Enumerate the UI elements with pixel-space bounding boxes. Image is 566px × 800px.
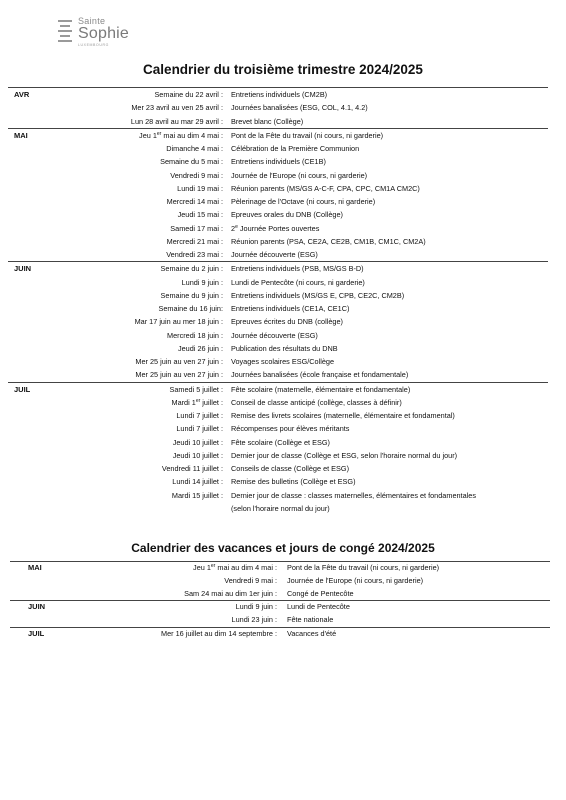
school-logo <box>56 16 166 48</box>
event-cell: Journée de l'Europe (ni cours, ni garderie) <box>231 170 368 180</box>
month-label: AVR <box>14 90 30 99</box>
date-cell: Lundi 9 juin : <box>235 602 277 612</box>
table-row <box>8 276 548 289</box>
event-cell: Entretiens individuels (PSB, MS/GS B-D) <box>231 264 364 274</box>
month-label <box>8 436 54 449</box>
month-label: MAI <box>14 130 28 140</box>
event-cell: Remise des livrets scolaires (maternelle, élémentaire et fondamental) <box>231 411 455 420</box>
month-label <box>8 422 54 435</box>
event-cell: Fête nationale <box>287 615 334 625</box>
date-cell: Mer 25 juin au ven 27 juin : <box>135 370 223 380</box>
month-label <box>8 101 54 114</box>
event-cell: Journée découverte (ESG) <box>231 330 318 340</box>
event-cell: Récompenses pour élèves méritants <box>231 424 350 434</box>
event-cell: Epreuves orales du DNB (Collège) <box>231 210 343 220</box>
event-cell: Pont de la Fête du travail (ni cours, ni garderie) <box>287 563 440 572</box>
date-cell: Mer 23 avril au ven 25 avril : <box>131 103 223 113</box>
table-row <box>8 261 548 275</box>
date-cell: Jeudi 10 juillet : <box>172 450 223 460</box>
table-row <box>8 235 548 248</box>
month-label <box>8 195 54 208</box>
date-cell: Mardi 1er juillet : <box>171 397 223 407</box>
table-row <box>8 462 548 475</box>
month-label <box>8 155 54 168</box>
month-label <box>10 614 78 627</box>
event-cell: Entretiens individuels (CM2B) <box>231 90 328 99</box>
table-row <box>10 600 550 614</box>
date-cell: Lundi 7 juillet : <box>176 411 223 420</box>
event-cell: Entretiens individuels (MS/GS E, CPB, CE2C, CM2B) <box>231 290 405 300</box>
holidays-calendar-table <box>10 561 550 641</box>
event-cell: 2e Journée Portes ouvertes <box>231 223 320 233</box>
month-label <box>8 342 54 355</box>
month-label <box>8 208 54 221</box>
date-cell: Mardi 15 juillet : <box>171 490 223 500</box>
table-row <box>8 169 548 182</box>
month-label <box>8 329 54 342</box>
date-cell: Semaine du 5 mai : <box>160 157 223 167</box>
table-row <box>8 368 548 381</box>
event-cell: Pont de la Fête du travail (ni cours, ni garderie) <box>231 130 384 140</box>
date-cell: Vendredi 9 mai : <box>170 170 223 180</box>
month-label <box>8 315 54 328</box>
month-label <box>8 449 54 462</box>
date-cell: Jeudi 26 juin : <box>177 343 223 353</box>
event-cell: Fête scolaire (Collège et ESG) <box>231 437 330 447</box>
event-cell: Voyages scolaires ESG/Collège <box>231 357 335 366</box>
table-row <box>8 302 548 315</box>
month-label <box>8 396 54 409</box>
month-label <box>8 475 54 488</box>
event-cell: Journées banalisées (école française et fondamentale) <box>231 370 409 380</box>
table-row <box>8 128 548 142</box>
date-cell: Lundi 23 juin : <box>231 615 277 625</box>
table-row <box>10 561 550 575</box>
event-cell: Journée de l'Europe (ni cours, ni garderie) <box>287 575 424 585</box>
table-row <box>10 588 550 601</box>
logo-emblem-icon <box>56 18 74 44</box>
event-cell: Dernier jour de classe : classes maternelles, élémentaires et fondamentales <box>231 490 476 500</box>
table-row <box>8 449 548 462</box>
event-cell: Brevet blanc (Collège) <box>231 116 304 126</box>
table-row <box>8 315 548 328</box>
date-cell: Semaine du 16 juin: <box>158 304 223 313</box>
event-cell: Journées banalisées (ESG, COL, 4.1, 4.2) <box>231 103 368 113</box>
table-row <box>8 115 548 128</box>
date-cell: Jeu 1er mai au dim 4 mai : <box>193 563 277 572</box>
date-cell <box>54 502 229 515</box>
table-row <box>8 409 548 422</box>
event-cell: Célébration de la Première Communion <box>231 144 360 153</box>
event-cell: Réunion parents (PSA, CE2A, CE2B, CM1B, CM1C, CM2A) <box>231 236 426 246</box>
table-row <box>8 342 548 355</box>
event-cell: Lundi de Pentecôte (ni cours, ni garderie) <box>231 277 365 287</box>
date-cell: Samedi 17 mai : <box>170 223 223 233</box>
table-row <box>8 475 548 488</box>
month-label <box>10 588 78 601</box>
page-title: Calendrier du troisième trimestre 2024/2025 <box>143 62 423 77</box>
event-cell: Entretiens individuels (CE1B) <box>231 157 326 167</box>
date-cell: Mercredi 21 mai : <box>166 236 223 246</box>
event-cell: Réunion parents (MS/GS A-C-F, CPA, CPC, CM1A CM2C) <box>231 183 420 193</box>
date-cell: Semaine du 22 avril : <box>154 90 223 99</box>
month-label <box>8 248 54 261</box>
table-row <box>8 248 548 261</box>
table-row <box>8 208 548 221</box>
month-label <box>8 276 54 289</box>
date-cell: Vendredi 23 mai : <box>166 250 223 259</box>
table-row <box>8 329 548 342</box>
logo-text-line2: Sophie <box>78 25 130 42</box>
month-label <box>8 409 54 422</box>
logo-text-line1: Sainte <box>78 16 106 26</box>
table-row <box>10 614 550 627</box>
event-cell: Conseil de classe anticipé (collège, classes à définir) <box>231 397 402 407</box>
table-row <box>10 575 550 588</box>
date-cell: Mercredi 18 juin : <box>167 330 223 340</box>
month-label <box>8 355 54 368</box>
date-cell: Mercredi 14 mai : <box>166 197 223 206</box>
table-row <box>8 289 548 302</box>
date-cell: Semaine du 9 juin : <box>160 290 223 300</box>
event-cell: Congé de Pentecôte <box>287 588 354 598</box>
table-row <box>8 87 548 101</box>
table-row <box>8 142 548 155</box>
date-cell: Jeudi 10 juillet : <box>172 437 223 447</box>
event-cell: Lundi de Pentecôte <box>287 602 350 612</box>
month-label <box>8 302 54 315</box>
logo-text-line3: LUXEMBOURG <box>78 43 109 47</box>
event-cell: Fête scolaire (maternelle, élémentaire et fondamentale) <box>231 384 411 394</box>
month-label <box>10 575 78 588</box>
date-cell: Lun 28 avril au mar 29 avril : <box>130 116 223 126</box>
table-row <box>8 422 548 435</box>
month-label <box>8 489 54 502</box>
table-row <box>8 155 548 168</box>
month-label <box>8 142 54 155</box>
month-label <box>8 368 54 381</box>
event-cell: Publication des résultats du DNB <box>231 343 338 353</box>
month-label <box>8 169 54 182</box>
event-cell: Epreuves écrites du DNB (collège) <box>231 317 343 327</box>
date-cell: Dimanche 4 mai : <box>166 144 223 153</box>
month-label <box>8 115 54 128</box>
table-row <box>8 101 548 114</box>
table-row <box>8 355 548 368</box>
event-cell: Remise des bulletins (Collège et ESG) <box>231 477 356 487</box>
table-row <box>8 396 548 409</box>
table-row <box>8 489 548 502</box>
month-label: JUIL <box>14 384 31 394</box>
date-cell: Lundi 19 mai : <box>177 183 223 193</box>
date-cell: Semaine du 2 juin : <box>160 264 223 274</box>
date-cell: Jeu 1er mai au dim 4 mai : <box>139 130 223 140</box>
date-cell: Vendredi 9 mai : <box>224 575 277 585</box>
table-row <box>8 436 548 449</box>
table-row <box>8 195 548 208</box>
holidays-title: Calendrier des vacances et jours de congé 2024/2025 <box>131 541 435 555</box>
event-cell: Vacances d'été <box>287 628 337 638</box>
date-cell: Lundi 7 juillet : <box>176 424 223 434</box>
month-label <box>8 462 54 475</box>
table-row <box>8 182 548 195</box>
date-cell: Jeudi 15 mai : <box>177 210 223 220</box>
date-cell: Samedi 5 juillet : <box>169 384 223 394</box>
date-cell: Lundi 9 juin : <box>181 277 223 287</box>
table-row <box>10 627 550 641</box>
event-cell: (selon l'horaire normal du jour) <box>231 503 330 513</box>
trimester-calendar-table <box>8 87 548 515</box>
month-label <box>8 289 54 302</box>
event-cell: Dernier jour de classe (Collège et ESG, selon l'horaire normal du jour) <box>231 450 458 460</box>
table-row <box>8 382 548 396</box>
date-cell: Lundi 14 juillet : <box>172 477 223 487</box>
month-label: JUIN <box>28 602 46 612</box>
event-cell: Journée découverte (ESG) <box>231 250 318 259</box>
month-label <box>8 182 54 195</box>
date-cell: Mer 16 juillet au dim 14 septembre : <box>161 628 277 638</box>
date-cell: Mar 17 juin au mer 18 juin : <box>134 317 223 327</box>
table-row <box>8 502 548 515</box>
month-label: MAI <box>28 563 42 572</box>
date-cell: Sam 24 mai au dim 1er juin : <box>184 588 277 598</box>
date-cell: Mer 25 juin au ven 27 juin : <box>135 357 223 366</box>
event-cell: Conseils de classe (Collège et ESG) <box>231 464 350 473</box>
month-label <box>8 235 54 248</box>
month-label <box>8 222 54 235</box>
event-cell: Pèlerinage de l'Octave (ni cours, ni garderie) <box>231 197 376 206</box>
event-cell: Entretiens individuels (CE1A, CE1C) <box>231 304 350 313</box>
month-label <box>8 502 54 515</box>
month-label: JUIN <box>14 264 32 274</box>
month-label: JUIL <box>28 628 45 638</box>
table-row <box>8 222 548 235</box>
date-cell: Vendredi 11 juillet : <box>161 464 223 473</box>
